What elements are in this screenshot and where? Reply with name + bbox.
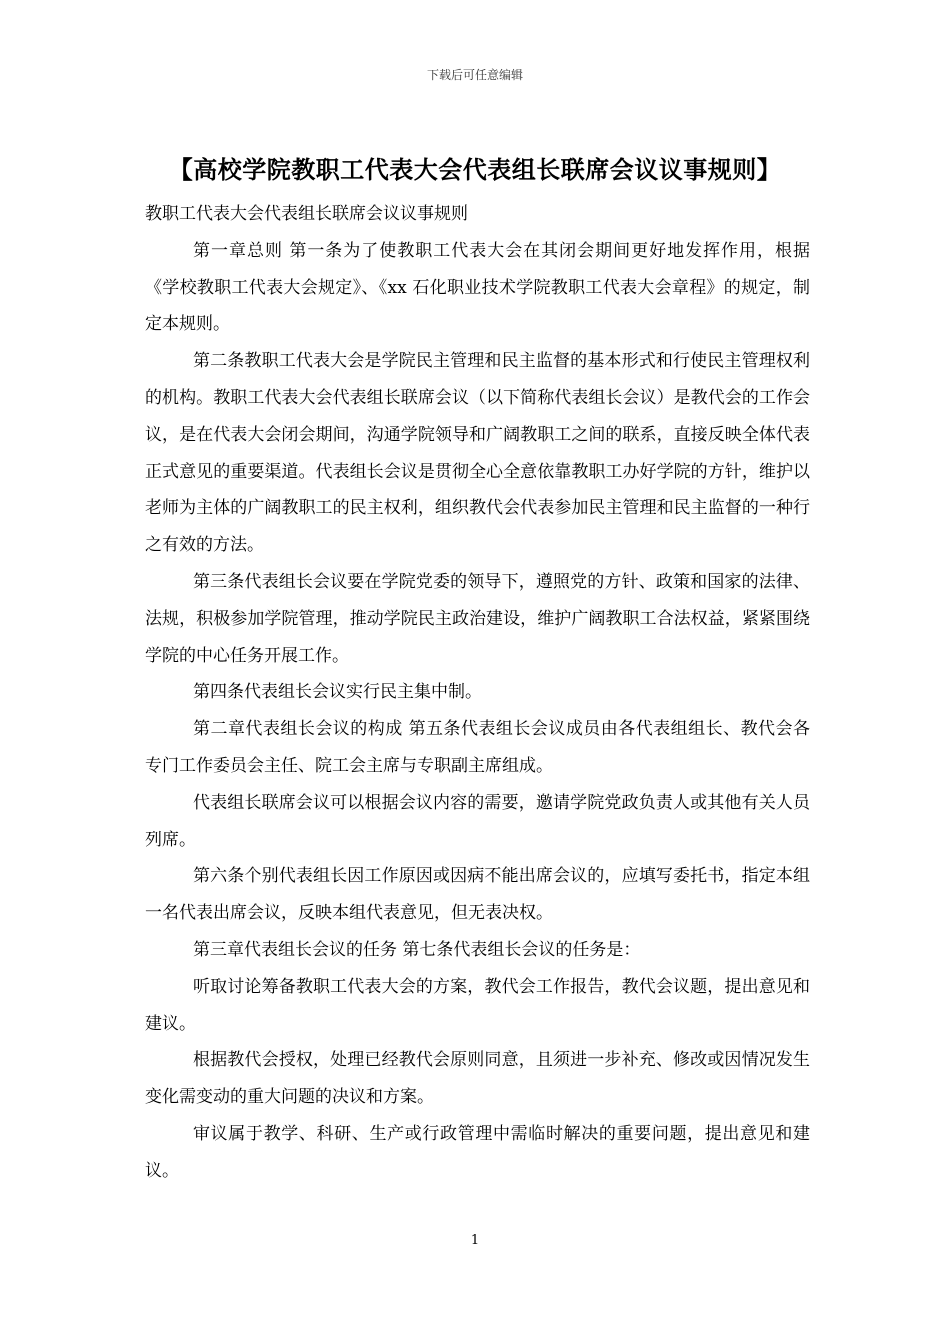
paragraph: 根据教代会授权，处理已经教代会原则同意，且须进一步补充、修改或因情况发生变化需变动的重大问题的决议和方案。 bbox=[145, 1050, 810, 1108]
document-body bbox=[145, 196, 810, 1190]
paragraph: 审议属于教学、科研、生产或行政管理中需临时解决的重要问题，提出意见和建议。 bbox=[145, 1123, 810, 1181]
paragraph: 第三条代表组长会议要在学院党委的领导下，遵照党的方针、政策和国家的法律、法规，积极参加学院管理，推动学院民主政治建设，维护广阔教职工合法权益，紧紧围绕学院的中心任务开展工作。 bbox=[145, 571, 810, 666]
header-note: 下载后可任意编辑 bbox=[426, 68, 523, 82]
paragraph: 第二条教职工代表大会是学院民主管理和民主监督的基本形式和行使民主管理权利的机构。教职工代表大会代表组长联席会议（以下简称代表组长会议）是教代会的工作会议，是在代表大会闭会期间，沟通学院领导和广阔教职工之间的联系，直接反映全体代表正式意见的重要渠道。代表组长会议是贯彻全心全意依靠教职工办好学院的方针，维护以老师为主体的广阔教职工的民主权利，组织教代会代表参加民主管理和民主监督的一种行之有效的方法。 bbox=[145, 351, 810, 556]
paragraph: 第一章总则 第一条为了使教职工代表大会在其闭会期间更好地发挥作用，根据《学校教职工代表大会规定》、《xx 石化职业技术学院教职工代表大会章程》的规定，制定本规则。 bbox=[145, 240, 810, 335]
paragraph: 第三章代表组长会议的任务 第七条代表组长会议的任务是： bbox=[193, 939, 641, 960]
paragraph: 听取讨论筹备教职工代表大会的方案，教代会工作报告，教代会议题，提出意见和建议。 bbox=[145, 976, 810, 1034]
page-number: 1 bbox=[470, 1233, 480, 1248]
paragraph: 第四条代表组长会议实行民主集中制。 bbox=[193, 682, 482, 703]
paragraph: 第六条个别代表组长因工作原因或因病不能出席会议的，应填写委托书，指定本组一名代表出席会议，反映本组代表意见，但无表决权。 bbox=[145, 866, 810, 924]
paragraph: 第二章代表组长会议的构成 第五条代表组长会议成员由各代表组组长、教代会各专门工作委员会主任、院工会主席与专职副主席组成。 bbox=[145, 719, 810, 776]
paragraph: 代表组长联席会议可以根据会议内容的需要，邀请学院党政负责人或其他有关人员列席。 bbox=[145, 792, 810, 850]
document-title: 【高校学院教职工代表大会代表组长联席会议议事规则】 bbox=[168, 155, 782, 184]
document-subtitle: 教职工代表大会代表组长联席会议议事规则 bbox=[145, 204, 468, 224]
